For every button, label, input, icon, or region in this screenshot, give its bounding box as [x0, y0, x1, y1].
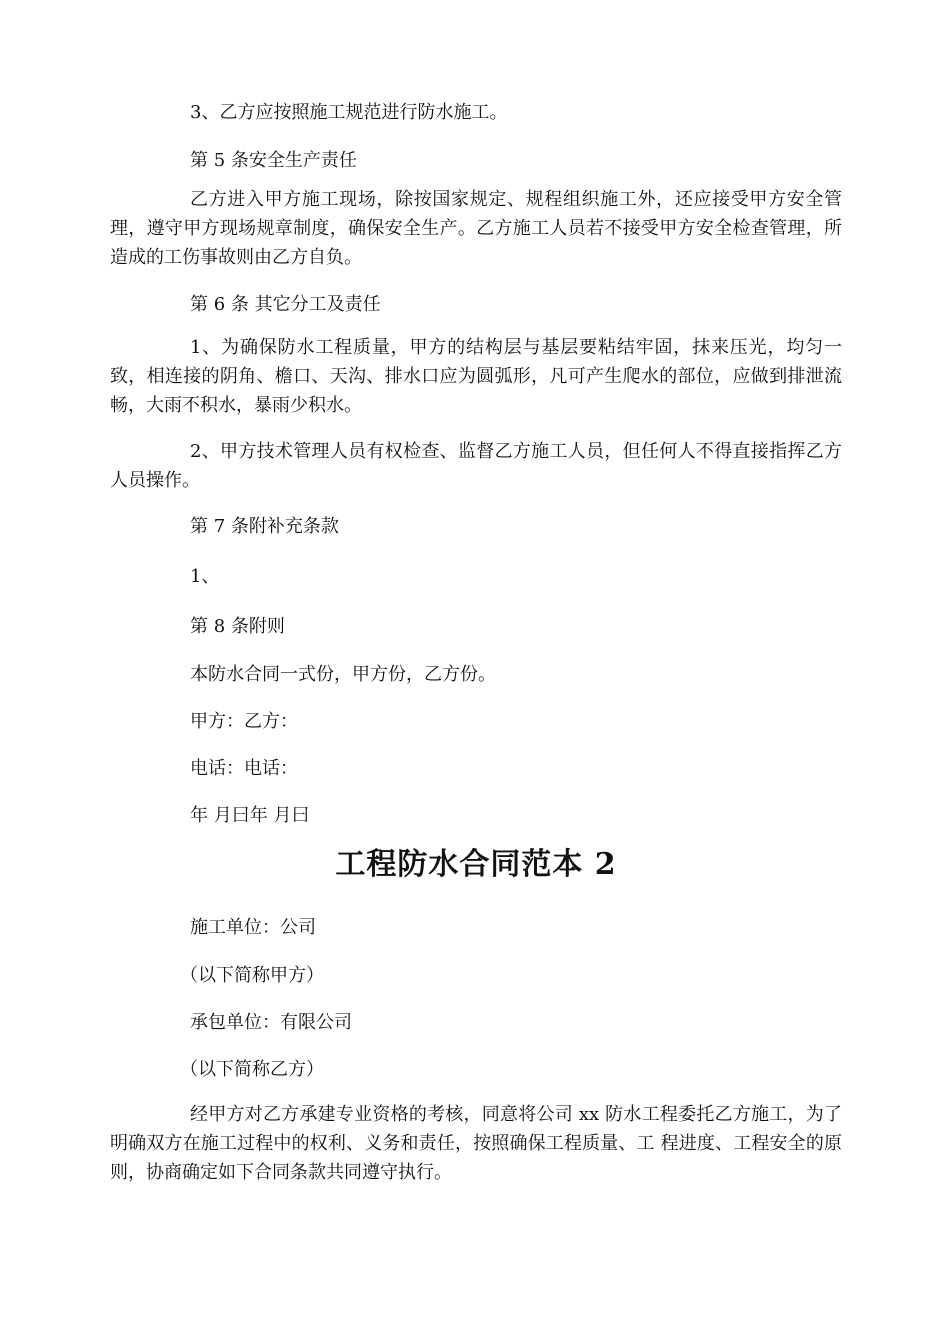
clause-5-heading: 第 5 条安全生产责任 — [190, 150, 357, 171]
signature-phones: 电话：电话： — [190, 758, 298, 779]
signature-dates: 年 月曰年 月曰 — [190, 805, 310, 826]
clause-4-item-3: 3、乙方应按照施工规范进行防水施工。 — [190, 102, 508, 123]
preamble-paragraph: 经甲方对乙方承建专业资格的考核，同意将公司 xx 防水工程委托乙方施工，为了明确双方在施工过程中的权利、义务和责任，按照确保工程质量、工 程进度、工程安全的原则，协商确定如下合同条款共同遵守执行。 — [110, 1104, 842, 1183]
signature-parties: 甲方：乙方： — [190, 711, 298, 732]
clause-6-heading: 第 6 条 其它分工及责任 — [190, 294, 381, 315]
contractor-unit: 承包单位：有限公司 — [190, 1012, 352, 1033]
clause-6-item-1: 1、为确保防水工程质量，甲方的结构层与基层要粘结牢固，抹来压光，均匀一致，相连接的阴角、檐口、天沟、排水口应为圆弧形，凡可产生爬水的部位，应做到排泄流畅，大雨不积水，暴雨少积水。 — [110, 337, 842, 416]
construction-unit: 施工单位：公司 — [190, 917, 316, 938]
clause-7-item-1: 1、 — [190, 566, 220, 587]
clause-7-heading: 第 7 条附补充条款 — [190, 516, 339, 537]
contract-title: 工程防水合同范本 2 — [335, 847, 617, 882]
clause-5-body: 乙方进入甲方施工现场，除按国家规定、规程组织施工外，还应接受甲方安全管理，遵守甲方现场规章制度，确保安全生产。乙方施工人员若不接受甲方安全检查管理，所造成的工伤事故则由乙方自负。 — [110, 189, 842, 268]
clause-6-item-2: 2、甲方技术管理人员有权检查、监督乙方施工人员，但任何人不得直接指挥乙方人员操作。 — [110, 441, 842, 491]
copies-statement: 本防水合同一式份，甲方份，乙方份。 — [190, 664, 496, 685]
clause-8-heading: 第 8 条附则 — [190, 616, 285, 637]
party-a-note: （以下简称甲方） — [180, 965, 324, 986]
party-b-note: （以下简称乙方） — [180, 1059, 324, 1080]
